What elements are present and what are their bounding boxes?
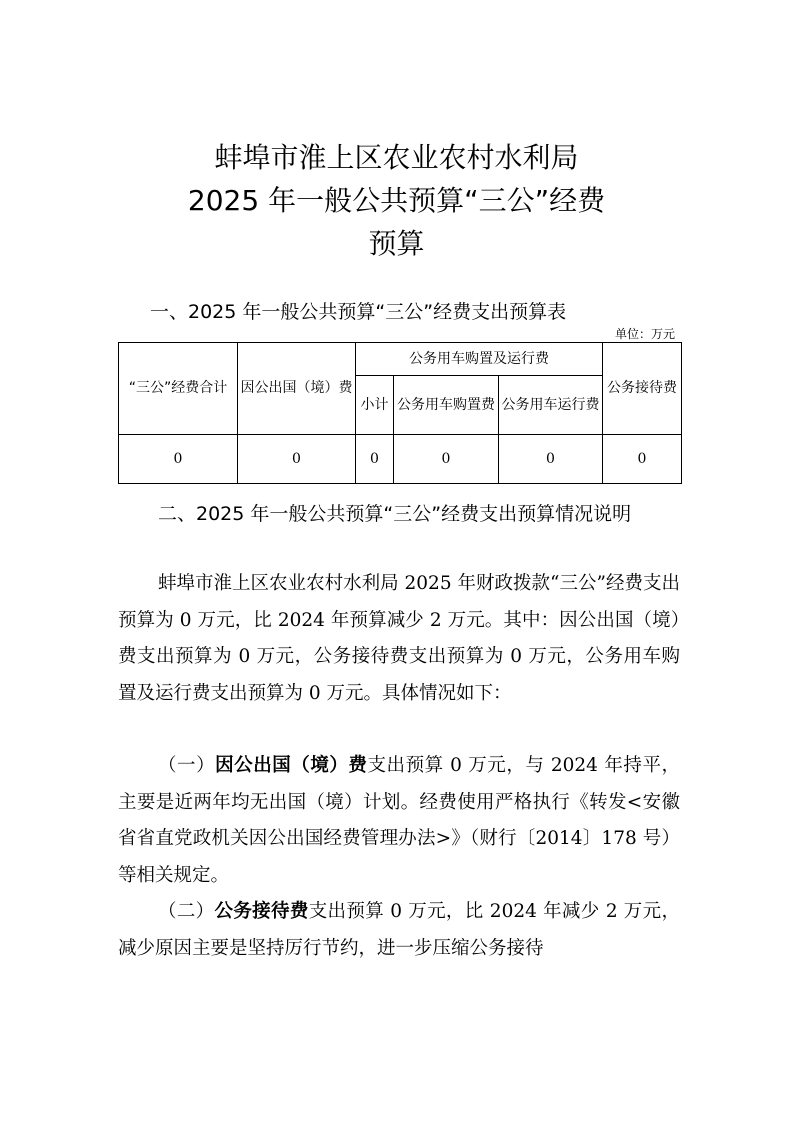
value-subtotal: 0	[356, 435, 394, 484]
document-title-line-3: 预算	[368, 227, 425, 260]
paragraph-reception-prefix: （二）	[158, 901, 215, 922]
value-vehicle-purchase: 0	[394, 435, 499, 484]
section-2-heading: 二、2025 年一般公共预算“三公”经费支出预算情况说明	[158, 503, 632, 525]
paragraph-abroad-prefix: （一）	[158, 755, 216, 776]
paragraph-reception-text: 支出预算 0 万元，比 2024 年减少 2 万元，减少原因主要是坚持厉行节约，进一步压缩公务接待	[118, 901, 680, 959]
value-abroad: 0	[238, 435, 356, 484]
value-reception: 0	[603, 435, 682, 484]
paragraph-reception	[118, 894, 680, 967]
header-vehicle-operation: 公务用车运行费	[499, 376, 603, 435]
unit-label: 单位：万元	[614, 327, 675, 341]
section-1-heading: 一、2025 年一般公共预算“三公”经费支出预算表	[150, 301, 567, 323]
header-total: “三公”经费合计	[119, 343, 238, 435]
paragraph-abroad	[118, 748, 680, 894]
paragraph-summary: 蚌埠市淮上区农业农村水利局 2025 年财政拨款“三公”经费支出预算为 0 万元，比 2024 年预算减少 2 万元。其中：因公出国（境）费支出预算为 0 万元，公务接待费支出预算为 0 万元，公务用车购置及运行费支出预算为 0 万元。具体情况如下：	[118, 573, 680, 704]
document-title-line-1: 蚌埠市淮上区农业农村水利局	[214, 141, 579, 174]
document-title-line-2: 2025 年一般公共预算“三公”经费	[187, 184, 606, 217]
header-vehicle-purchase: 公务用车购置费	[394, 376, 499, 435]
paragraph-reception-keyword: 公务接待费	[214, 901, 309, 922]
header-reception: 公务接待费	[603, 343, 682, 435]
budget-table	[118, 342, 682, 484]
header-abroad: 因公出国（境）费	[238, 343, 356, 435]
table-row	[119, 435, 682, 484]
paragraph-abroad-keyword: 因公出国（境）费	[215, 755, 368, 776]
paragraph-abroad-text: 支出预算 0 万元，与 2024 年持平，主要是近两年均无出国（境）计划。经费使用严格执行《转发<安徽省省直党政机关因公出国经费管理办法>》（财行〔2014〕178 号）等相关规定。	[118, 755, 680, 886]
value-total: 0	[119, 435, 238, 484]
header-subtotal: 小计	[356, 376, 394, 435]
value-vehicle-operation: 0	[499, 435, 603, 484]
header-vehicle-group: 公务用车购置及运行费	[356, 343, 603, 376]
